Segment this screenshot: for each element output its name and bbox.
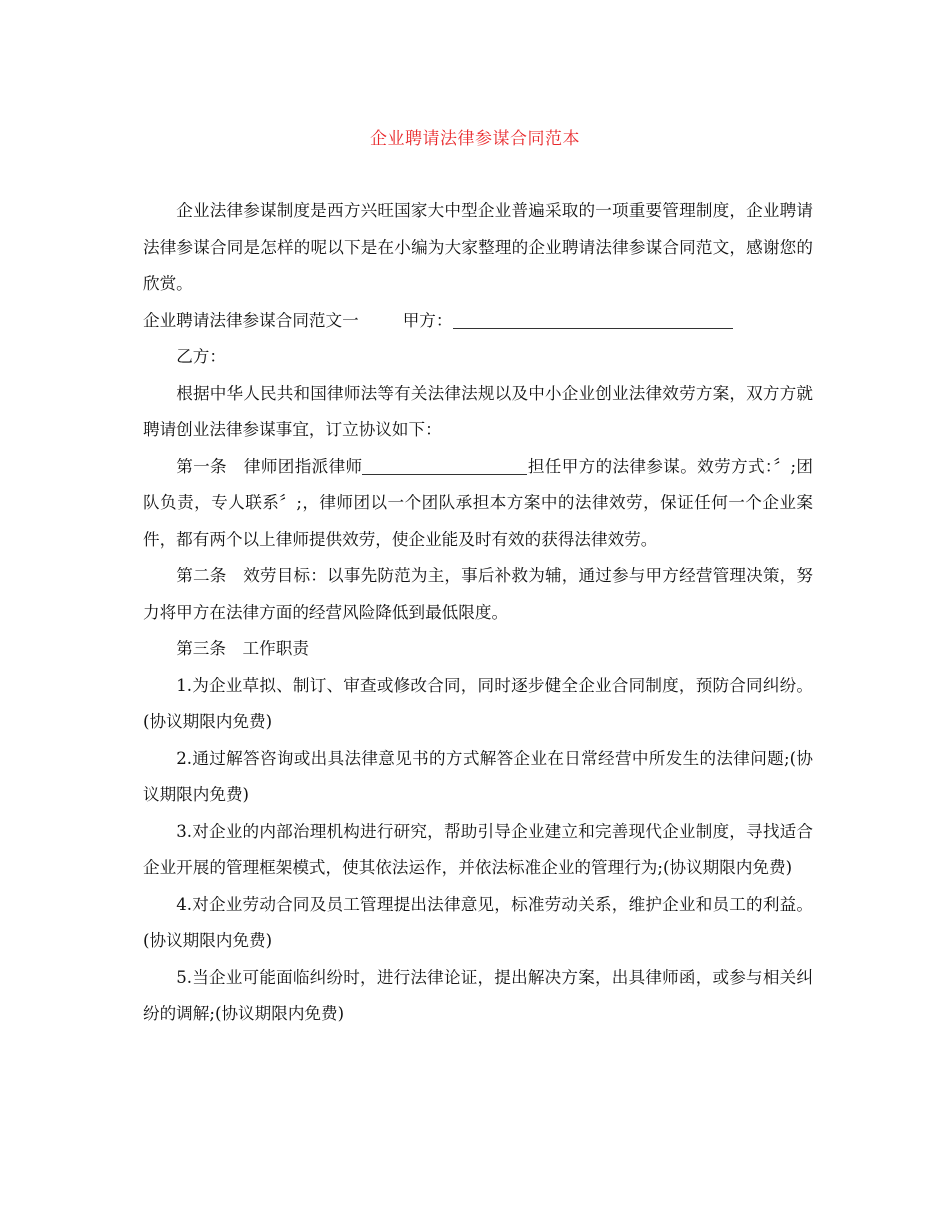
intro-paragraph: 企业法律参谋制度是西方兴旺国家大中型企业普遍采取的一项重要管理制度，企业聘请法律参谋合同是怎样的呢以下是在小编为大家整理的企业聘请法律参谋合同范文，感谢您的欣赏。 xyxy=(143,201,813,293)
article-1-prefix: 第一条 律师团指派律师 xyxy=(176,456,363,476)
duty-item: 1.为企业草拟、制订、审查或修改合同，同时逐步健全企业合同制度，预防合同纠纷。(协议期限内免费) xyxy=(143,675,813,731)
party-a-label: 甲方： xyxy=(402,310,453,330)
duty-item: 5.当企业可能面临纠纷时，进行法律论证，提出解决方案，出具律师函，或参与相关纠纷的调解;(协议期限内免费) xyxy=(143,967,813,1023)
article-2: 第二条 效劳目标：以事先防范为主，事后补救为辅，通过参与甲方经营管理决策，努力将甲方在法律方面的经营风险降低到最低限度。 xyxy=(143,566,813,622)
duty-item: 2.通过解答咨询或出具法律意见书的方式解答企业在日常经营中所发生的法律问题;(协议期限内免费) xyxy=(143,748,813,804)
sample-heading: 企业聘请法律参谋合同范文一 xyxy=(143,310,359,330)
preamble-paragraph: 根据中华人民共和国律师法等有关法律法规以及中小企业创业法律效劳方案，双方方就聘请创业法律参谋事宜，订立协议如下： xyxy=(143,383,813,439)
lawyer-name-blank xyxy=(362,454,527,475)
duty-item: 3.对企业的内部治理机构进行研究，帮助引导企业建立和完善现代企业制度，寻找适合企业开展的管理框架模式，使其依法运作，并依法标准企业的管理行为;(协议期限内免费) xyxy=(143,821,813,877)
party-b-label: 乙方： xyxy=(176,347,226,366)
article-1-suffix: 担任甲方的法律参谋。效劳方式：〞;团队负责，专人联系〞;，律师团以一个团队承担本方案中的法律效劳，保证任何一个企业案件，都有两个以上律师提供效劳，使企业能及时有效的获得法律效劳。 xyxy=(143,456,814,549)
sample-heading-line xyxy=(143,303,813,340)
document-body xyxy=(143,193,813,1033)
party-a-blank xyxy=(453,308,733,329)
article-1 xyxy=(143,449,813,559)
document-title: 企业聘请法律参谋合同范本 xyxy=(370,129,580,149)
article-3-heading: 第三条 工作职责 xyxy=(176,639,309,658)
duty-item: 4.对企业劳动合同及员工管理提出法律意见，标准劳动关系，维护企业和员工的利益。(协议期限内免费) xyxy=(143,894,813,950)
